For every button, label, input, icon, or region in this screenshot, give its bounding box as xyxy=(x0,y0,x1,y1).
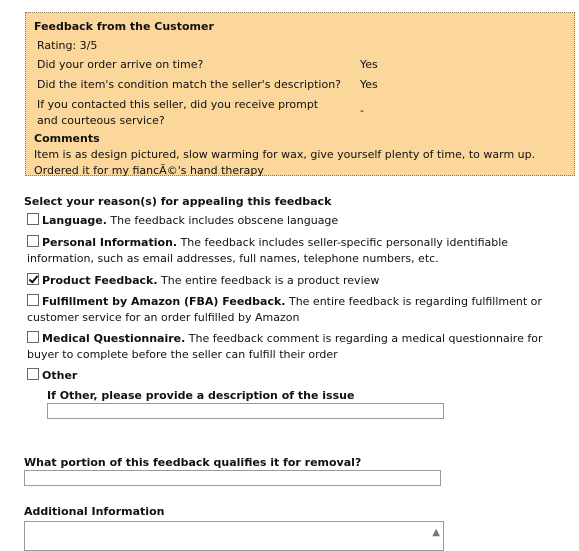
customer-feedback-panel xyxy=(25,12,575,176)
removal-portion-input[interactable] xyxy=(24,470,441,486)
product-feedback-label: Product Feedback. xyxy=(42,274,158,287)
option-medical-questionnaire[interactable] xyxy=(27,331,575,363)
language-checkbox[interactable] xyxy=(27,213,39,225)
question-condition: Did the item's condition match the seller's description? xyxy=(37,78,341,91)
fba-feedback-desc: The entire feedback is regarding fulfillment or customer service for an order fulfilled by Amazon xyxy=(27,295,542,324)
medical-questionnaire-checkbox[interactable] xyxy=(27,331,39,343)
question-on-time: Did your order arrive on time? xyxy=(37,58,204,71)
personal-information-label: Personal Information. xyxy=(42,236,178,249)
fba-feedback-checkbox[interactable] xyxy=(27,294,39,306)
answer-on-time: Yes xyxy=(360,58,378,71)
additional-info-label: Additional Information xyxy=(24,505,165,518)
other-label: Other xyxy=(42,369,78,382)
question-service: If you contacted this seller, did you receive prompt and courteous service? xyxy=(37,98,319,127)
comments-heading: Comments xyxy=(34,132,100,145)
option-product-feedback[interactable] xyxy=(27,273,575,289)
appeal-reasons-heading: Select your reason(s) for appealing this feedback xyxy=(24,195,332,208)
other-description-input[interactable] xyxy=(47,403,444,419)
language-label: Language. xyxy=(42,214,107,227)
feedback-title: Feedback from the Customer xyxy=(34,20,214,33)
product-feedback-desc: The entire feedback is a product review xyxy=(161,274,380,287)
option-language[interactable] xyxy=(27,213,575,229)
answer-service: - xyxy=(360,104,364,117)
other-description-label: If Other, please provide a description of the issue xyxy=(47,389,355,402)
option-fba-feedback[interactable] xyxy=(27,294,575,326)
product-feedback-checkbox[interactable] xyxy=(27,273,39,285)
chevron-up-icon[interactable]: ▲ xyxy=(432,527,440,538)
removal-portion-label: What portion of this feedback qualifies it for removal? xyxy=(24,456,362,469)
language-desc: The feedback includes obscene language xyxy=(110,214,339,227)
option-other[interactable] xyxy=(27,368,575,384)
personal-information-desc: The feedback includes seller-specific personally identifiable information, such as email addresses, full names, telephone numbers, etc. xyxy=(27,236,509,265)
other-checkbox[interactable] xyxy=(27,368,39,380)
comments-text: Item is as design pictured, slow warming for wax, give yourself plenty of time, to warm up. Ordered it for my fiancÃ©'s hand therapy xyxy=(34,148,536,177)
answer-condition: Yes xyxy=(360,78,378,91)
medical-questionnaire-label: Medical Questionnaire. xyxy=(42,332,186,345)
rating-text: Rating: 3/5 xyxy=(37,39,98,52)
additional-info-textarea[interactable] xyxy=(24,521,444,551)
medical-questionnaire-desc: The feedback comment is regarding a medical questionnaire for buyer to complete before the seller can fulfill their order xyxy=(27,332,543,361)
option-personal-information[interactable] xyxy=(27,235,575,267)
fba-feedback-label: Fulfillment by Amazon (FBA) Feedback. xyxy=(42,295,286,308)
personal-information-checkbox[interactable] xyxy=(27,235,39,247)
